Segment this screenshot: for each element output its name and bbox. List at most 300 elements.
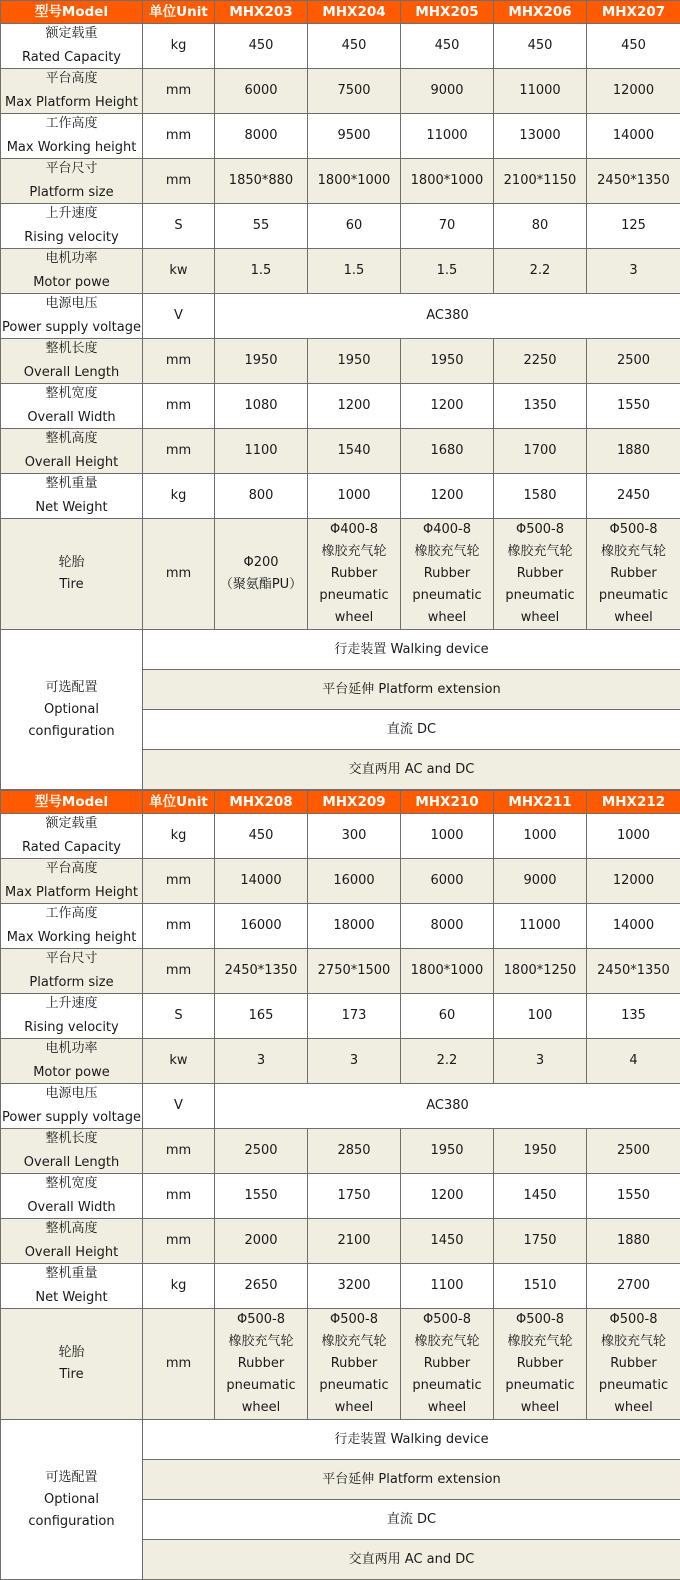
tire-value-line: Φ500-8 xyxy=(401,1309,493,1331)
row-value: 450 xyxy=(215,814,308,859)
row-value: 1350 xyxy=(494,384,587,429)
row-label xyxy=(1,24,143,69)
row-value: 1080 xyxy=(215,384,308,429)
row-value: 1800*1000 xyxy=(308,159,401,204)
tire-value-line: Rubber xyxy=(308,563,400,585)
tire-value xyxy=(308,1309,401,1420)
row-label-zh: 电源电压 xyxy=(1,294,142,316)
row-unit: mm xyxy=(143,904,215,949)
option-item: 交直两用 AC and DC xyxy=(143,1540,680,1580)
row-label-en: Overall Width xyxy=(1,1197,142,1219)
row-label-en: Platform size xyxy=(1,972,142,994)
header-model-name: MHX208 xyxy=(215,791,308,814)
row-value: 55 xyxy=(215,204,308,249)
row-label-en: Rated Capacity xyxy=(1,837,142,859)
row-value: 60 xyxy=(308,204,401,249)
row-value: 800 xyxy=(215,474,308,519)
row-label-zh: 电机功率 xyxy=(1,249,142,271)
header-model-name: MHX210 xyxy=(401,791,494,814)
row-value: 2850 xyxy=(308,1129,401,1174)
row-value: 1950 xyxy=(401,339,494,384)
spec-row xyxy=(1,384,680,429)
row-value: 2650 xyxy=(215,1264,308,1309)
row-value: 8000 xyxy=(215,114,308,159)
tire-value xyxy=(401,519,494,630)
row-value: 450 xyxy=(494,24,587,69)
tire-value-line: Rubber xyxy=(215,1353,307,1375)
tire-value-line: 橡胶充气轮 xyxy=(587,541,680,563)
spec-row xyxy=(1,859,680,904)
row-label-en: Overall Width xyxy=(1,407,142,429)
tire-value-line: Φ500-8 xyxy=(494,519,586,541)
spec-row xyxy=(1,474,680,519)
row-unit: mm xyxy=(143,339,215,384)
spec-row xyxy=(1,949,680,994)
row-value: 2750*1500 xyxy=(308,949,401,994)
row-value: 1000 xyxy=(587,814,680,859)
row-value: 1550 xyxy=(215,1174,308,1219)
tire-value xyxy=(587,1309,680,1420)
tire-value-line: wheel xyxy=(401,1397,493,1419)
row-label-zh: 整机重量 xyxy=(1,1264,142,1286)
row-label-zh: 工作高度 xyxy=(1,904,142,926)
row-unit: mm xyxy=(143,114,215,159)
row-value: 2450*1350 xyxy=(587,949,680,994)
row-value: 11000 xyxy=(401,114,494,159)
tire-value-line: 橡胶充气轮 xyxy=(494,1331,586,1353)
row-unit: mm xyxy=(143,1129,215,1174)
tire-value-line: wheel xyxy=(401,607,493,629)
spec-row xyxy=(1,429,680,474)
row-value: 6000 xyxy=(215,69,308,114)
row-label xyxy=(1,1309,143,1420)
row-value: 2.2 xyxy=(401,1039,494,1084)
spec-row xyxy=(1,1174,680,1219)
row-label-en: Tire xyxy=(1,574,142,596)
row-label xyxy=(1,69,143,114)
row-value: 14000 xyxy=(587,904,680,949)
row-value: 165 xyxy=(215,994,308,1039)
tire-value-line: wheel xyxy=(587,607,680,629)
row-value: 450 xyxy=(401,24,494,69)
row-value: 100 xyxy=(494,994,587,1039)
row-value: 7500 xyxy=(308,69,401,114)
row-value: 2000 xyxy=(215,1219,308,1264)
row-label xyxy=(1,1219,143,1264)
tire-value-line: pneumatic xyxy=(308,585,400,607)
row-value: 1550 xyxy=(587,384,680,429)
row-value: 13000 xyxy=(494,114,587,159)
row-label xyxy=(1,1084,143,1129)
row-unit: mm xyxy=(143,384,215,429)
tire-value-line: 橡胶充气轮 xyxy=(401,1331,493,1353)
row-unit: V xyxy=(143,1084,215,1129)
tire-value xyxy=(215,1309,308,1420)
tire-value-line: 橡胶充气轮 xyxy=(494,541,586,563)
tire-row xyxy=(1,519,680,630)
row-label-zh: 整机长度 xyxy=(1,339,142,361)
row-value: 2250 xyxy=(494,339,587,384)
row-label-en: Rising velocity xyxy=(1,227,142,249)
row-value: 1580 xyxy=(494,474,587,519)
row-unit: kw xyxy=(143,249,215,294)
optional-config-label-line: Optional xyxy=(1,699,142,721)
row-value: 60 xyxy=(401,994,494,1039)
row-label-en: Rated Capacity xyxy=(1,47,142,69)
header-model-name: MHX203 xyxy=(215,1,308,24)
tire-value-line: Φ500-8 xyxy=(587,519,680,541)
row-value: 11000 xyxy=(494,69,587,114)
row-label-en: Motor powe xyxy=(1,1062,142,1084)
row-label-zh: 轮胎 xyxy=(1,552,142,574)
header-model-name: MHX204 xyxy=(308,1,401,24)
row-label-en: Net Weight xyxy=(1,497,142,519)
spec-table xyxy=(0,790,680,1580)
row-label xyxy=(1,814,143,859)
row-label-en: Tire xyxy=(1,1364,142,1386)
row-value: 2100 xyxy=(308,1219,401,1264)
row-label-zh: 整机宽度 xyxy=(1,384,142,406)
tire-value-line: pneumatic xyxy=(494,585,586,607)
header-row xyxy=(1,1,680,24)
row-unit: kg xyxy=(143,24,215,69)
row-value: 1680 xyxy=(401,429,494,474)
optional-config-label-line: configuration xyxy=(1,1511,142,1533)
optional-config-label-line: 可选配置 xyxy=(1,1467,142,1489)
spec-row xyxy=(1,1129,680,1174)
row-value: 1200 xyxy=(401,384,494,429)
row-label-en: Overall Length xyxy=(1,1152,142,1174)
row-label xyxy=(1,994,143,1039)
tire-value xyxy=(215,519,308,630)
tire-value-line: wheel xyxy=(308,607,400,629)
tire-value xyxy=(308,519,401,630)
row-label-en: Motor powe xyxy=(1,272,142,294)
row-label xyxy=(1,519,143,630)
row-value: 1100 xyxy=(215,429,308,474)
tire-value-line: Rubber xyxy=(401,1353,493,1375)
row-unit: kg xyxy=(143,1264,215,1309)
row-label-en: Power supply voltage xyxy=(1,1107,142,1129)
row-value: 3 xyxy=(308,1039,401,1084)
row-unit: mm xyxy=(143,1309,215,1420)
row-value: 1200 xyxy=(401,1174,494,1219)
spec-row xyxy=(1,1264,680,1309)
row-value: 450 xyxy=(308,24,401,69)
row-value: 1.5 xyxy=(308,249,401,294)
row-value: 2100*1150 xyxy=(494,159,587,204)
row-label-en: Overall Length xyxy=(1,362,142,384)
row-value: 80 xyxy=(494,204,587,249)
row-value: 135 xyxy=(587,994,680,1039)
row-value: 11000 xyxy=(494,904,587,949)
row-value: 2450*1350 xyxy=(215,949,308,994)
spec-row xyxy=(1,904,680,949)
spec-row xyxy=(1,24,680,69)
header-unit: 单位Unit xyxy=(143,791,215,814)
row-value: 1550 xyxy=(587,1174,680,1219)
tire-value-line: Φ500-8 xyxy=(308,1309,400,1331)
row-label-en: Max Platform Height xyxy=(1,92,142,114)
row-value: 450 xyxy=(587,24,680,69)
row-unit: kg xyxy=(143,814,215,859)
tire-value-line: pneumatic xyxy=(587,585,680,607)
row-label-zh: 整机高度 xyxy=(1,429,142,451)
header-model-name: MHX211 xyxy=(494,791,587,814)
row-value: 1200 xyxy=(308,384,401,429)
row-value: 1950 xyxy=(401,1129,494,1174)
row-unit: S xyxy=(143,204,215,249)
row-value: 2450 xyxy=(587,474,680,519)
option-item: 直流 DC xyxy=(143,1500,680,1540)
row-value: 1800*1000 xyxy=(401,159,494,204)
row-value: 2700 xyxy=(587,1264,680,1309)
row-label-en: Rising velocity xyxy=(1,1017,142,1039)
spec-row xyxy=(1,159,680,204)
row-unit: mm xyxy=(143,1219,215,1264)
row-value: 9000 xyxy=(494,859,587,904)
row-label-zh: 整机重量 xyxy=(1,474,142,496)
row-value: 8000 xyxy=(401,904,494,949)
tire-value-line: Rubber xyxy=(494,1353,586,1375)
row-label-en: Platform size xyxy=(1,182,142,204)
header-model-name: MHX209 xyxy=(308,791,401,814)
row-label-en: Max Working height xyxy=(1,137,142,159)
row-label-en: Power supply voltage xyxy=(1,317,142,339)
tire-value-line: wheel xyxy=(494,1397,586,1419)
row-label-zh: 整机高度 xyxy=(1,1219,142,1241)
row-label xyxy=(1,904,143,949)
row-label-zh: 轮胎 xyxy=(1,1342,142,1364)
row-value: 1000 xyxy=(494,814,587,859)
option-item: 交直两用 AC and DC xyxy=(143,750,680,790)
row-value: 1100 xyxy=(401,1264,494,1309)
row-label xyxy=(1,249,143,294)
spec-row xyxy=(1,249,680,294)
tire-value-line: 橡胶充气轮 xyxy=(308,1331,400,1353)
row-value: 2500 xyxy=(587,339,680,384)
header-row xyxy=(1,791,680,814)
row-value: 1.5 xyxy=(401,249,494,294)
row-label xyxy=(1,1129,143,1174)
row-label-zh: 上升速度 xyxy=(1,994,142,1016)
tire-value-line: wheel xyxy=(587,1397,680,1419)
row-value: 9000 xyxy=(401,69,494,114)
row-label-zh: 整机长度 xyxy=(1,1129,142,1151)
row-value: 1800*1000 xyxy=(401,949,494,994)
spec-row xyxy=(1,294,680,339)
row-label xyxy=(1,294,143,339)
tire-value xyxy=(401,1309,494,1420)
tire-value-line: Rubber xyxy=(308,1353,400,1375)
row-value: 14000 xyxy=(215,859,308,904)
row-unit: kg xyxy=(143,474,215,519)
header-model-name: MHX206 xyxy=(494,1,587,24)
tire-value-line: Φ400-8 xyxy=(308,519,400,541)
tire-value-line: 橡胶充气轮 xyxy=(401,541,493,563)
optional-config-label-line: Optional xyxy=(1,1489,142,1511)
option-row xyxy=(1,630,680,670)
row-value: 70 xyxy=(401,204,494,249)
row-unit: mm xyxy=(143,1174,215,1219)
row-value: 1880 xyxy=(587,429,680,474)
row-value: 1880 xyxy=(587,1219,680,1264)
spec-row xyxy=(1,1084,680,1129)
row-value: 9500 xyxy=(308,114,401,159)
row-value: 12000 xyxy=(587,859,680,904)
row-label xyxy=(1,474,143,519)
tire-value-line: pneumatic xyxy=(401,585,493,607)
row-label-zh: 平台尺寸 xyxy=(1,949,142,971)
row-label xyxy=(1,1039,143,1084)
row-value: 3200 xyxy=(308,1264,401,1309)
row-value: 1950 xyxy=(308,339,401,384)
row-value: 1000 xyxy=(401,814,494,859)
row-value: 1950 xyxy=(494,1129,587,1174)
tire-value-line: Rubber xyxy=(587,1353,680,1375)
tire-value-line: wheel xyxy=(308,1397,400,1419)
row-value: 14000 xyxy=(587,114,680,159)
row-label-zh: 电源电压 xyxy=(1,1084,142,1106)
tire-value-line: Rubber xyxy=(401,563,493,585)
row-value: 1510 xyxy=(494,1264,587,1309)
option-item: 平台延伸 Platform extension xyxy=(143,670,680,710)
row-unit: S xyxy=(143,994,215,1039)
row-value: 1.5 xyxy=(215,249,308,294)
row-label-zh: 平台高度 xyxy=(1,859,142,881)
tire-value-line: 橡胶充气轮 xyxy=(215,1331,307,1353)
spec-row xyxy=(1,994,680,1039)
row-value: 125 xyxy=(587,204,680,249)
tire-value-line: pneumatic xyxy=(308,1375,400,1397)
row-label xyxy=(1,159,143,204)
option-item: 直流 DC xyxy=(143,710,680,750)
row-unit: mm xyxy=(143,429,215,474)
row-value: 1850*880 xyxy=(215,159,308,204)
option-item: 行走装置 Walking device xyxy=(143,1420,680,1460)
row-value: 450 xyxy=(215,24,308,69)
tire-value-line: pneumatic xyxy=(401,1375,493,1397)
row-value: 1540 xyxy=(308,429,401,474)
header-unit: 单位Unit xyxy=(143,1,215,24)
row-unit: mm xyxy=(143,159,215,204)
row-value: 18000 xyxy=(308,904,401,949)
row-value: 1450 xyxy=(494,1174,587,1219)
row-value: 1750 xyxy=(308,1174,401,1219)
row-label xyxy=(1,114,143,159)
row-unit: mm xyxy=(143,519,215,630)
tire-value-line: 橡胶充气轮 xyxy=(308,541,400,563)
row-label xyxy=(1,949,143,994)
option-item: 行走装置 Walking device xyxy=(143,630,680,670)
tire-value-line: Φ400-8 xyxy=(401,519,493,541)
row-unit: mm xyxy=(143,949,215,994)
row-label-zh: 上升速度 xyxy=(1,204,142,226)
row-label-zh: 整机宽度 xyxy=(1,1174,142,1196)
row-value: 3 xyxy=(215,1039,308,1084)
tire-value-line: Rubber xyxy=(587,563,680,585)
tire-value-line: wheel xyxy=(494,607,586,629)
row-value: 300 xyxy=(308,814,401,859)
row-unit: mm xyxy=(143,859,215,904)
optional-config-label-line: 可选配置 xyxy=(1,677,142,699)
row-label xyxy=(1,1264,143,1309)
tire-value xyxy=(494,519,587,630)
option-row xyxy=(1,1420,680,1460)
tire-value-line: Φ500-8 xyxy=(587,1309,680,1331)
row-label-zh: 工作高度 xyxy=(1,114,142,136)
row-label-en: Overall Height xyxy=(1,452,142,474)
row-label-zh: 额定载重 xyxy=(1,24,142,46)
row-label xyxy=(1,384,143,429)
row-unit: V xyxy=(143,294,215,339)
tire-value-line: Φ500-8 xyxy=(215,1309,307,1331)
header-model: 型号Model xyxy=(1,1,143,24)
row-value: 16000 xyxy=(215,904,308,949)
tire-value-line: wheel xyxy=(215,1397,307,1419)
header-model-name: MHX212 xyxy=(587,791,680,814)
row-value-span: AC380 xyxy=(215,1084,680,1129)
header-model-name: MHX207 xyxy=(587,1,680,24)
spec-row xyxy=(1,204,680,249)
spec-row xyxy=(1,114,680,159)
tire-value-line: pneumatic xyxy=(587,1375,680,1397)
tire-value xyxy=(587,519,680,630)
row-value: 3 xyxy=(494,1039,587,1084)
row-value: 12000 xyxy=(587,69,680,114)
spec-row xyxy=(1,1219,680,1264)
row-label-en: Max Working height xyxy=(1,927,142,949)
row-value: 2500 xyxy=(215,1129,308,1174)
row-value: 1950 xyxy=(215,339,308,384)
tire-value-line: 橡胶充气轮 xyxy=(587,1331,680,1353)
row-label xyxy=(1,429,143,474)
tire-value-line: pneumatic xyxy=(215,1375,307,1397)
optional-config-label xyxy=(1,1420,143,1580)
row-label xyxy=(1,1174,143,1219)
row-value: 173 xyxy=(308,994,401,1039)
row-label xyxy=(1,859,143,904)
row-label-zh: 电机功率 xyxy=(1,1039,142,1061)
row-label xyxy=(1,204,143,249)
option-item: 平台延伸 Platform extension xyxy=(143,1460,680,1500)
optional-config-label-line: configuration xyxy=(1,721,142,743)
header-model: 型号Model xyxy=(1,791,143,814)
row-value: 1200 xyxy=(401,474,494,519)
row-value: 2500 xyxy=(587,1129,680,1174)
tire-value-line: pneumatic xyxy=(494,1375,586,1397)
row-value: 1800*1250 xyxy=(494,949,587,994)
row-label-zh: 额定载重 xyxy=(1,814,142,836)
row-value: 4 xyxy=(587,1039,680,1084)
row-value: 6000 xyxy=(401,859,494,904)
tire-value-line: （聚氨酯PU） xyxy=(215,574,307,596)
row-label-zh: 平台高度 xyxy=(1,69,142,91)
optional-config-label xyxy=(1,630,143,790)
row-label xyxy=(1,339,143,384)
tire-value-line: Φ200 xyxy=(215,552,307,574)
row-label-en: Net Weight xyxy=(1,1287,142,1309)
tire-value-line: Rubber xyxy=(494,563,586,585)
row-unit: mm xyxy=(143,69,215,114)
spec-row xyxy=(1,69,680,114)
spec-row xyxy=(1,1039,680,1084)
spec-row xyxy=(1,339,680,384)
tire-row xyxy=(1,1309,680,1420)
row-value-span: AC380 xyxy=(215,294,680,339)
row-value: 1450 xyxy=(401,1219,494,1264)
row-value: 1700 xyxy=(494,429,587,474)
